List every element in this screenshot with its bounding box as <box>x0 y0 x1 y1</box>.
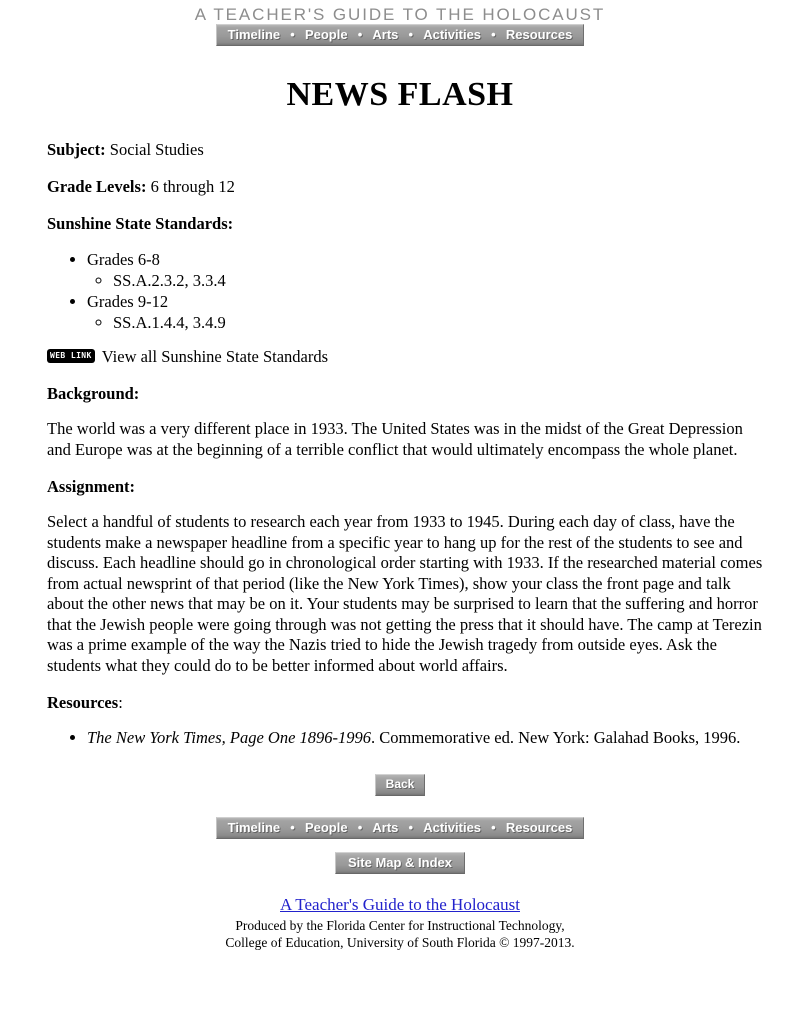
site-map-index-button[interactable]: Site Map & Index <box>335 852 465 874</box>
nav-activities[interactable]: Activities <box>423 27 482 42</box>
footer-nav-resources[interactable]: Resources <box>505 819 573 835</box>
standards-codes-sublist <box>87 312 766 333</box>
resources-heading <box>47 693 766 713</box>
back-button-row <box>0 773 800 796</box>
site-title: A TEACHER'S GUIDE TO THE HOLOCAUST <box>194 5 606 24</box>
resource-citation: . Commemorative ed. New York: Galahad Books, 1996. <box>371 728 741 747</box>
site-masthead <box>0 0 800 46</box>
standards-list <box>47 249 766 333</box>
resources-heading-text: Resources <box>47 693 119 712</box>
view-all-standards-link-row[interactable] <box>47 347 766 367</box>
nav-separator-dot: • <box>491 27 496 42</box>
list-item: ◦ SS.A.2.3.2, 3.3.4 <box>113 270 766 291</box>
assignment-text: Select a handful of students to research each year from 1933 to 1945. During each day of class, have the students make a newspaper headline from a specific year to hang up for the rest of the students to see and discuss. Each headline should go in chronological order starting with 1933. If the researched material comes from actual newsprint of that period (like the New York Times), show your class the front page and talk about the other news that may be on it. Your students may be surprised to learn that the suffering and horror that the Jewish people were going through was not getting the press that it should have. The camp at Terezin was a prime example of the way the Nazis tried to hide the Jewish tragedy from outside eyes. Ask the students what they could do to be better informed about world affairs. <box>47 512 763 675</box>
nav-people[interactable]: People <box>304 27 348 42</box>
footer-navigation-row <box>0 817 800 839</box>
standards-codes-sublist <box>87 270 766 291</box>
nav-separator-dot: • <box>491 819 496 835</box>
nav-separator-dot: • <box>357 27 363 42</box>
subject-label: Subject: <box>47 140 106 159</box>
back-button[interactable]: Back <box>375 774 426 796</box>
nav-separator-dot: • <box>408 819 414 835</box>
standards-grade-range: Grades 9-12 <box>87 292 169 311</box>
nav-arts[interactable]: Arts <box>372 27 399 42</box>
nav-separator-dot: • <box>408 27 414 42</box>
list-item: ◦ SS.A.1.4.4, 3.4.9 <box>113 312 766 333</box>
lesson-content <box>0 140 800 749</box>
background-text: The world was a very different place in 1933. The United States was in the midst of the Great Depression and Europe was at the beginning of a terrible conflict that would ultimately encompass the whole planet. <box>47 419 743 459</box>
page-footer <box>0 894 800 951</box>
subject-line <box>47 140 766 160</box>
top-navigation-bar <box>216 24 585 46</box>
sitemap-button-row <box>0 852 800 874</box>
web-link-icon: WEB LINK <box>47 349 95 363</box>
footer-nav-timeline[interactable]: Timeline <box>227 819 281 835</box>
grade-levels-label: Grade Levels: <box>47 177 147 196</box>
sunshine-state-standards-label: Sunshine State Standards: <box>47 214 234 233</box>
footer-nav-people[interactable]: People <box>304 819 348 835</box>
subject-value: Social Studies <box>109 140 204 159</box>
grade-levels-value: 6 through 12 <box>150 177 235 196</box>
nav-separator-dot: • <box>290 27 295 42</box>
list-item <box>87 291 766 333</box>
nav-separator-dot: • <box>357 819 363 835</box>
footer-home-link[interactable]: A Teacher's Guide to the Holocaust <box>280 894 520 914</box>
standards-grade-range: Grades 6-8 <box>87 250 160 269</box>
list-item <box>87 249 766 291</box>
page-title: NEWS FLASH <box>286 76 514 113</box>
footer-nav-activities[interactable]: Activities <box>423 819 482 835</box>
assignment-heading: Assignment: <box>47 477 136 496</box>
resource-title: The New York Times, Page One 1896-1996 <box>87 728 372 747</box>
resources-heading-colon: : <box>118 693 123 712</box>
footer-credit-line-1: Produced by the Florida Center for Instructional Technology, <box>235 917 565 933</box>
resources-list <box>47 728 766 749</box>
nav-resources[interactable]: Resources <box>505 27 573 42</box>
nav-separator-dot: • <box>290 819 295 835</box>
background-heading: Background: <box>47 384 140 403</box>
footer-navigation-bar <box>216 817 585 839</box>
view-all-standards-label[interactable]: View all Sunshine State Standards <box>101 347 329 366</box>
list-item <box>87 728 766 749</box>
footer-nav-arts[interactable]: Arts <box>372 819 399 835</box>
footer-credit-line-2: College of Education, University of South Florida © 1997-2013. <box>225 935 575 950</box>
nav-timeline[interactable]: Timeline <box>227 27 281 42</box>
grade-levels-line <box>47 177 766 197</box>
